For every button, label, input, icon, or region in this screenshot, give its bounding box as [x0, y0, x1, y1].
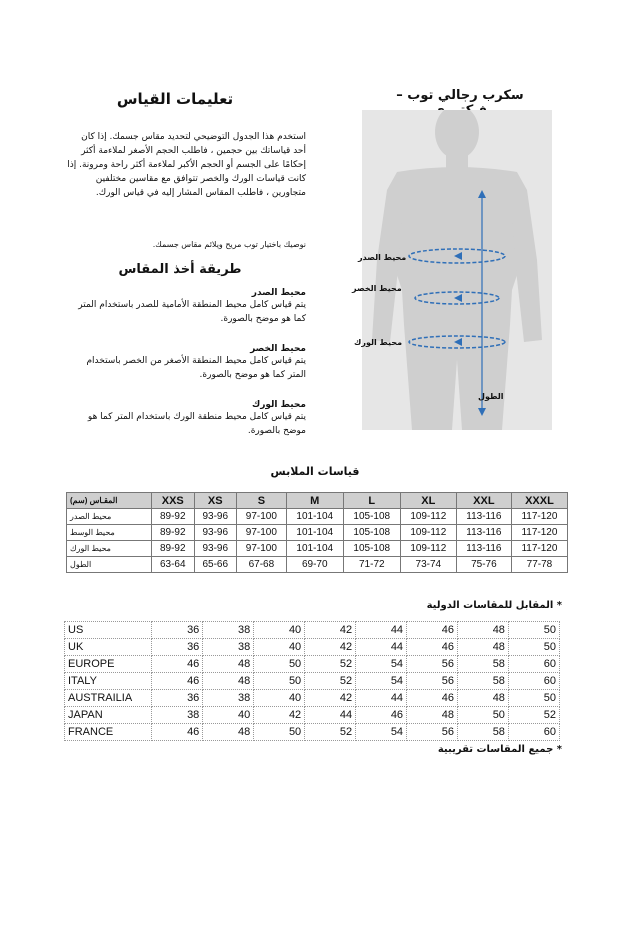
table-cell: 109-112 — [400, 541, 456, 557]
measurement-waist-title: محيط الخصر — [250, 344, 306, 354]
table-cell: 48 — [203, 656, 254, 673]
figure-label-chest: محيط الصدر — [358, 253, 407, 262]
table-cell: 40 — [203, 707, 254, 724]
table-cell: 46 — [152, 724, 203, 741]
table-cell: 38 — [203, 690, 254, 707]
footnote: * جميع المقاسات تقريبية — [437, 744, 562, 755]
table-cell: 44 — [356, 639, 407, 656]
table-cell: 93-96 — [194, 509, 237, 525]
measurement-waist — [66, 344, 306, 382]
table-cell: 54 — [356, 656, 407, 673]
table-cell: 36 — [152, 639, 203, 656]
table-cell: 42 — [305, 639, 356, 656]
table-cell: 113-116 — [456, 509, 511, 525]
table-cell: 54 — [356, 724, 407, 741]
table-cell: 48 — [458, 622, 509, 639]
left-arm-shape — [372, 190, 402, 342]
table-cell: 105-108 — [343, 525, 400, 541]
table-cell: 36 — [152, 622, 203, 639]
table-cell: 60 — [508, 656, 559, 673]
table-cell: 117-120 — [511, 509, 567, 525]
size-col: XXS — [152, 493, 195, 509]
country-cell: FRANCE — [65, 724, 152, 741]
table-cell: 93-96 — [194, 525, 237, 541]
table-cell: 56 — [407, 656, 458, 673]
table-cell: 89-92 — [152, 525, 195, 541]
table-cell: 44 — [305, 707, 356, 724]
table-cell: 60 — [508, 673, 559, 690]
country-cell: US — [65, 622, 152, 639]
table-cell: 40 — [254, 639, 305, 656]
figure-label-waist: محيط الخصر — [352, 284, 402, 293]
table-cell: 50 — [508, 622, 559, 639]
table-cell: 97-100 — [237, 525, 287, 541]
table-cell: 46 — [407, 622, 458, 639]
table-cell: 42 — [254, 707, 305, 724]
table-cell: 52 — [305, 724, 356, 741]
table-cell: 101-104 — [286, 509, 343, 525]
table-row — [65, 724, 560, 741]
table-cell: 36 — [152, 690, 203, 707]
figure-label-length: الطول — [478, 392, 504, 401]
measurement-waist-text: يتم قياس كامل محيط المنطقة الأصغر من الخصر باستخدام المتر كما هو موضح بالصورة. — [86, 356, 306, 380]
table-row — [65, 656, 560, 673]
table-cell: 50 — [458, 707, 509, 724]
table-cell: 40 — [254, 622, 305, 639]
size-table — [66, 492, 568, 573]
table-cell: 46 — [407, 639, 458, 656]
table-cell: 54 — [356, 673, 407, 690]
table-cell: 97-100 — [237, 541, 287, 557]
table-row — [65, 673, 560, 690]
size-header-label: المقـاس (سم) — [67, 493, 152, 509]
table-cell: 46 — [407, 690, 458, 707]
table-cell: 52 — [305, 673, 356, 690]
table-row — [65, 639, 560, 656]
table-cell: 105-108 — [343, 509, 400, 525]
table-cell: 46 — [152, 673, 203, 690]
row-label: محيط الوسط — [67, 525, 152, 541]
row-label: الطول — [67, 557, 152, 573]
table-cell: 113-116 — [456, 541, 511, 557]
table-cell: 48 — [458, 690, 509, 707]
table-cell: 97-100 — [237, 509, 287, 525]
table-cell: 38 — [203, 639, 254, 656]
table-cell: 44 — [356, 622, 407, 639]
table-cell: 67-68 — [237, 557, 287, 573]
table-cell: 50 — [254, 673, 305, 690]
size-col: XS — [194, 493, 237, 509]
measurement-chest-title: محيط الصدر — [251, 288, 306, 298]
table-cell: 38 — [152, 707, 203, 724]
table-cell: 60 — [508, 724, 559, 741]
table-cell: 65-66 — [194, 557, 237, 573]
figure-label-hip: محيط الورك — [354, 338, 403, 347]
size-table-header — [67, 493, 568, 509]
table-cell: 101-104 — [286, 525, 343, 541]
table-cell: 56 — [407, 673, 458, 690]
table-cell: 105-108 — [343, 541, 400, 557]
size-col: XXL — [456, 493, 511, 509]
country-cell: JAPAN — [65, 707, 152, 724]
table-cell: 71-72 — [343, 557, 400, 573]
measurement-hip-title: محيط الورك — [251, 400, 306, 410]
measurement-chest-text: يتم قياس كامل محيط المنطقة الأمامية للصدر باستخدام المتر كما هو موضح بالصورة. — [78, 300, 306, 324]
intl-size-table — [64, 621, 560, 741]
row-label: محيط الصدر — [67, 509, 152, 525]
country-cell: AUSTRAILIA — [65, 690, 152, 707]
table-cell: 113-116 — [456, 525, 511, 541]
table-cell: 58 — [458, 656, 509, 673]
size-col: L — [343, 493, 400, 509]
measurement-hip — [66, 400, 306, 438]
right-arm-shape — [512, 190, 542, 342]
body-figure — [362, 110, 552, 430]
table-cell: 89-92 — [152, 541, 195, 557]
table-cell: 117-120 — [511, 525, 567, 541]
body-silhouette — [362, 110, 552, 430]
size-col: XL — [400, 493, 456, 509]
table-cell: 46 — [152, 656, 203, 673]
table-cell: 48 — [407, 707, 458, 724]
table-cell: 48 — [203, 673, 254, 690]
table-row — [65, 622, 560, 639]
table-cell: 89-92 — [152, 509, 195, 525]
size-col: M — [286, 493, 343, 509]
table-row — [67, 525, 568, 541]
table-cell: 69-70 — [286, 557, 343, 573]
table-cell: 52 — [508, 707, 559, 724]
table-row — [65, 707, 560, 724]
table-cell: 58 — [458, 724, 509, 741]
table-row — [67, 509, 568, 525]
table-cell: 38 — [203, 622, 254, 639]
table-cell: 46 — [356, 707, 407, 724]
table-cell: 44 — [356, 690, 407, 707]
table-cell: 63-64 — [152, 557, 195, 573]
table-cell: 50 — [508, 690, 559, 707]
table-cell: 50 — [254, 656, 305, 673]
product-title: سكرب رجالي توب – — [396, 88, 524, 103]
table-cell: 48 — [458, 639, 509, 656]
measurement-hip-text: يتم قياس كامل محيط منطقة الورك باستخدام المتر كما هو موضح بالصورة. — [87, 412, 306, 436]
recommendation-text: نوصيك باختيار توب مريح ويلائم مقاس جسمك. — [152, 240, 306, 249]
country-cell: EUROPE — [65, 656, 152, 673]
instructions-text: استخدم هذا الجدول التوضيحي لتحديد مقاس جسمك. إذا كان أحد قياساتك بين حجمين ، فاطلب الحجم الأصغر لملاءمة أكثر إحكامًا على الجسم أو الحجم الأكبر لملاءمة أكثر راحة ومرونة. إذا كانت قياسات الورك والخصر تتوافق مع مقاسين مختلفين متجاورين ، فاطلب المقاس المشار إليه في قياس الورك. — [67, 132, 306, 198]
table-row — [65, 690, 560, 707]
row-label: محيط الورك — [67, 541, 152, 557]
how-to-title: طريقة أخذ المقاس — [118, 262, 242, 277]
table-cell: 75-76 — [456, 557, 511, 573]
table-cell: 77-78 — [511, 557, 567, 573]
table-cell: 42 — [305, 690, 356, 707]
table-cell: 50 — [254, 724, 305, 741]
table-cell: 50 — [508, 639, 559, 656]
table-cell: 40 — [254, 690, 305, 707]
size-col: XXXL — [511, 493, 567, 509]
table-cell: 101-104 — [286, 541, 343, 557]
table-cell: 48 — [203, 724, 254, 741]
head-shape — [435, 110, 479, 159]
table-cell: 109-112 — [400, 525, 456, 541]
table-row — [67, 557, 568, 573]
measurement-chest — [66, 288, 306, 326]
country-cell: UK — [65, 639, 152, 656]
table-row — [67, 541, 568, 557]
intl-title: * المقابل للمقاسات الدولية — [426, 600, 562, 611]
table-cell: 52 — [305, 656, 356, 673]
size-col: S — [237, 493, 287, 509]
table-cell: 73-74 — [400, 557, 456, 573]
table-cell: 56 — [407, 724, 458, 741]
table-cell: 109-112 — [400, 509, 456, 525]
torso-shape — [387, 167, 527, 325]
size-table-title: قياسات الملابس — [270, 465, 360, 478]
instructions-title: تعليمات القياس — [116, 90, 234, 108]
table-cell: 58 — [458, 673, 509, 690]
country-cell: ITALY — [65, 673, 152, 690]
table-cell: 117-120 — [511, 541, 567, 557]
table-cell: 93-96 — [194, 541, 237, 557]
table-cell: 42 — [305, 622, 356, 639]
